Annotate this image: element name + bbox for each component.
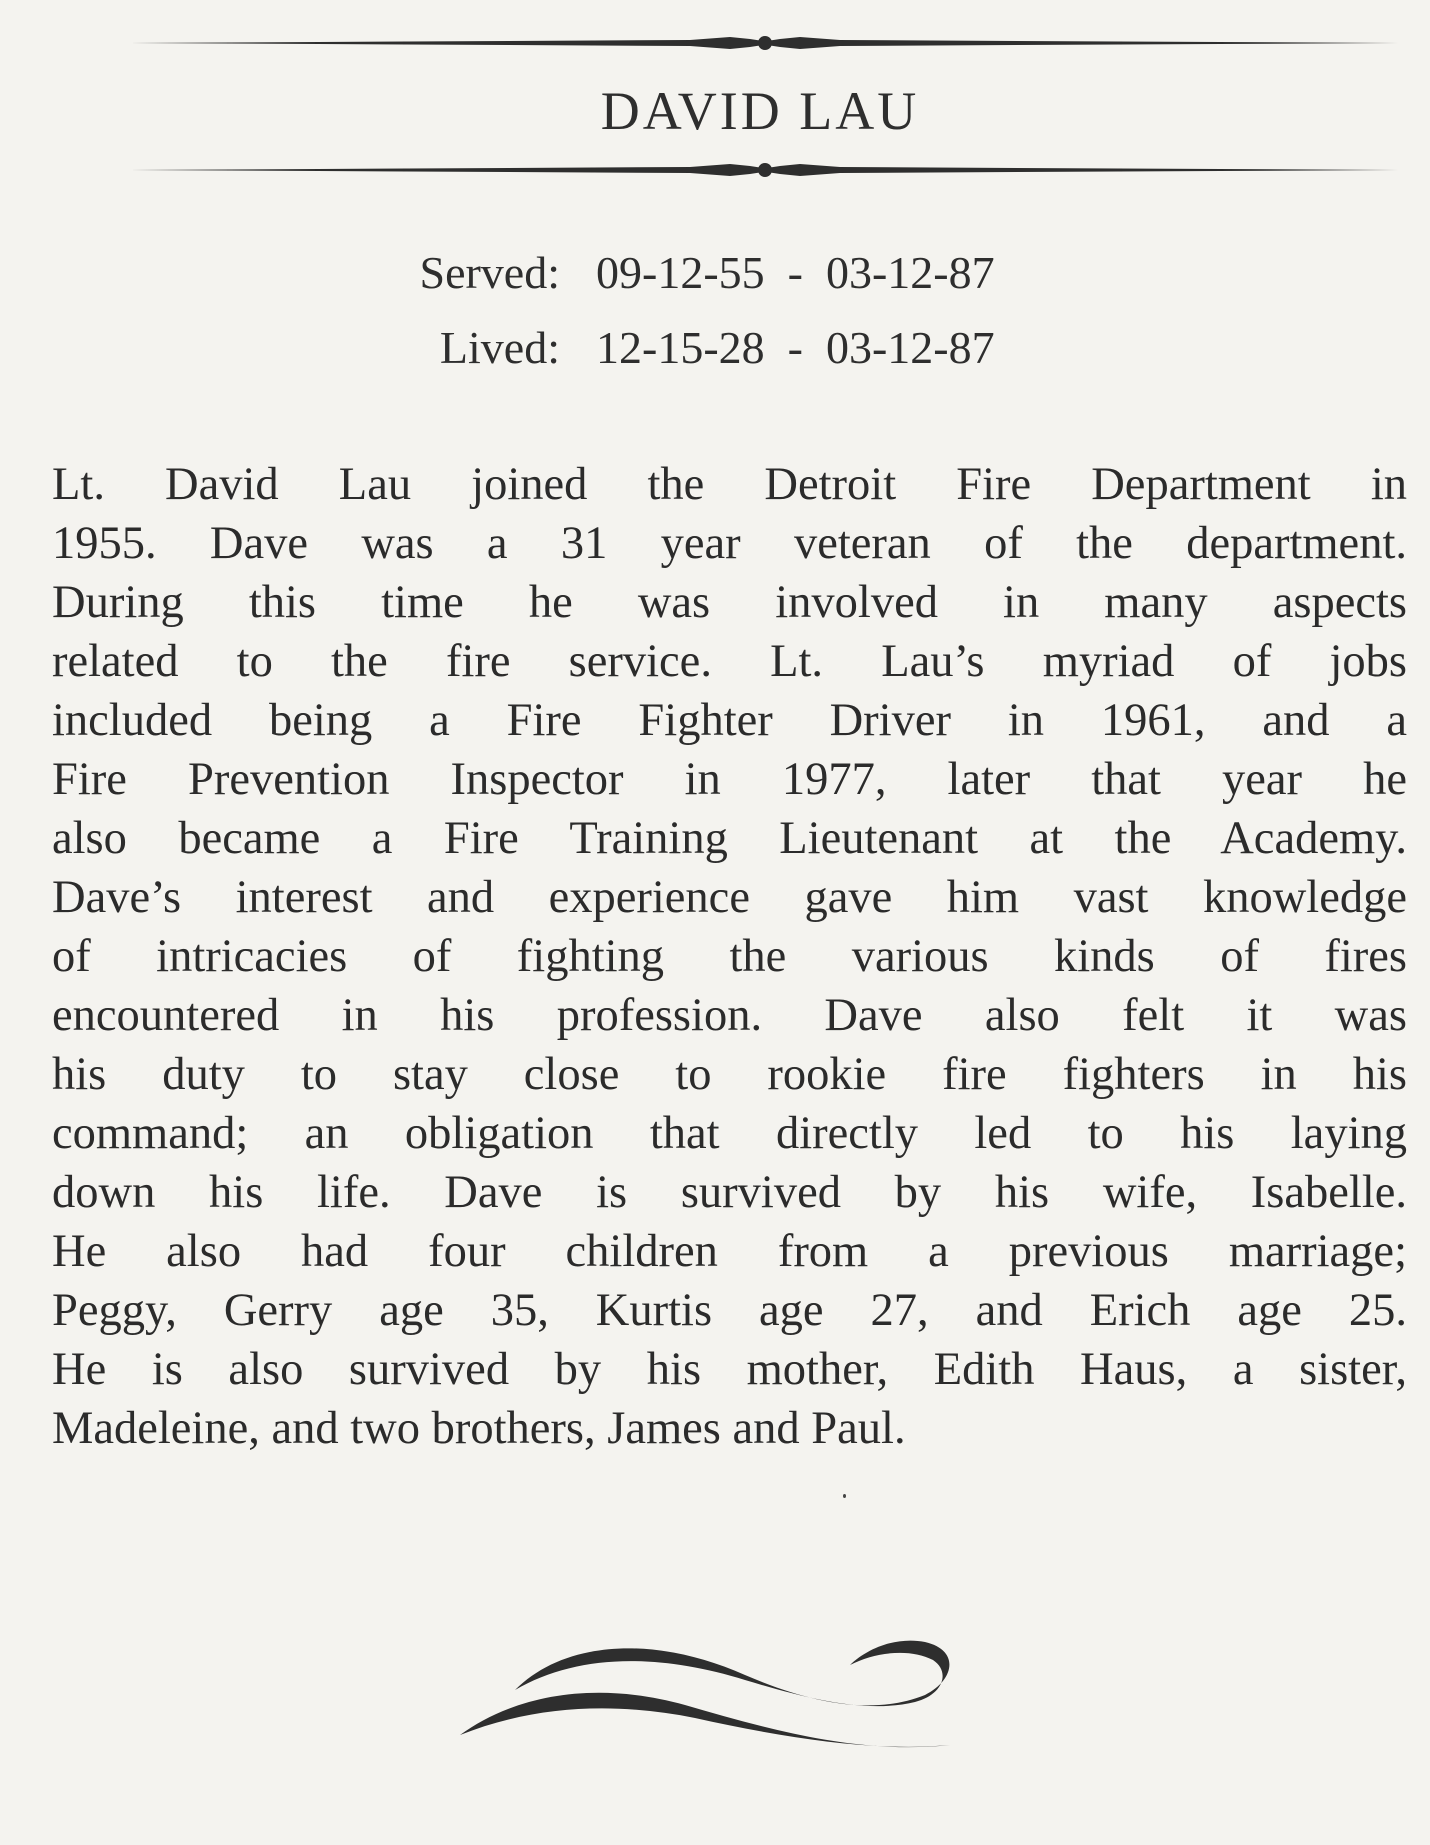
served-label: Served: [419,247,560,298]
biography-text [52,455,1407,1458]
ink-speck [843,1494,846,1498]
decorative-rule-top [130,28,1400,58]
bio-line: encountered in his profession. Dave also felt it was [52,990,1407,1041]
bio-line: Lt. David Lau joined the Detroit Fire Department in [52,459,1407,510]
bio-line: also became a Fire Training Lieutenant at the Academy. [52,813,1407,864]
page-title: DAVID LAU [600,81,920,141]
bio-line: command; an obligation that directly led to his laying [52,1108,1407,1159]
lived-label: Lived: [439,322,560,373]
service-dates [380,235,995,385]
lived-row [380,310,995,385]
bio-line: his duty to stay close to rookie fire fighters in his [52,1049,1407,1100]
bio-line: He also had four children from a previous marriage; [52,1226,1407,1277]
lived-value: 12-15-28 - 03-12-87 [596,322,995,373]
bio-line: down his life. Dave is survived by his wife, Isabelle. [52,1167,1407,1218]
bio-line: 1955. Dave was a 31 year veteran of the department. [52,518,1407,569]
served-value: 09-12-55 - 03-12-87 [596,247,995,298]
bio-line: During this time he was involved in many aspects [52,577,1407,628]
bio-line: Madeleine, and two brothers, James and Paul. [52,1403,906,1454]
bio-line: Peggy, Gerry age 35, Kurtis age 27, and Erich age 25. [52,1285,1407,1336]
served-row [380,235,995,310]
decorative-rule-bottom [130,155,1400,185]
bio-line: Dave’s interest and experience gave him vast knowledge [52,872,1407,923]
bio-line: He is also survived by his mother, Edith Haus, a sister, [52,1344,1407,1395]
bio-line: related to the fire service. Lt. Lau’s myriad of jobs [52,636,1407,687]
bio-line: included being a Fire Fighter Driver in 1961, and a [52,695,1407,746]
bio-line: Fire Prevention Inspector in 1977, later that year he [52,754,1407,805]
flourish-ornament [455,1580,975,1760]
bio-line: of intricacies of fighting the various kinds of fires [52,931,1407,982]
